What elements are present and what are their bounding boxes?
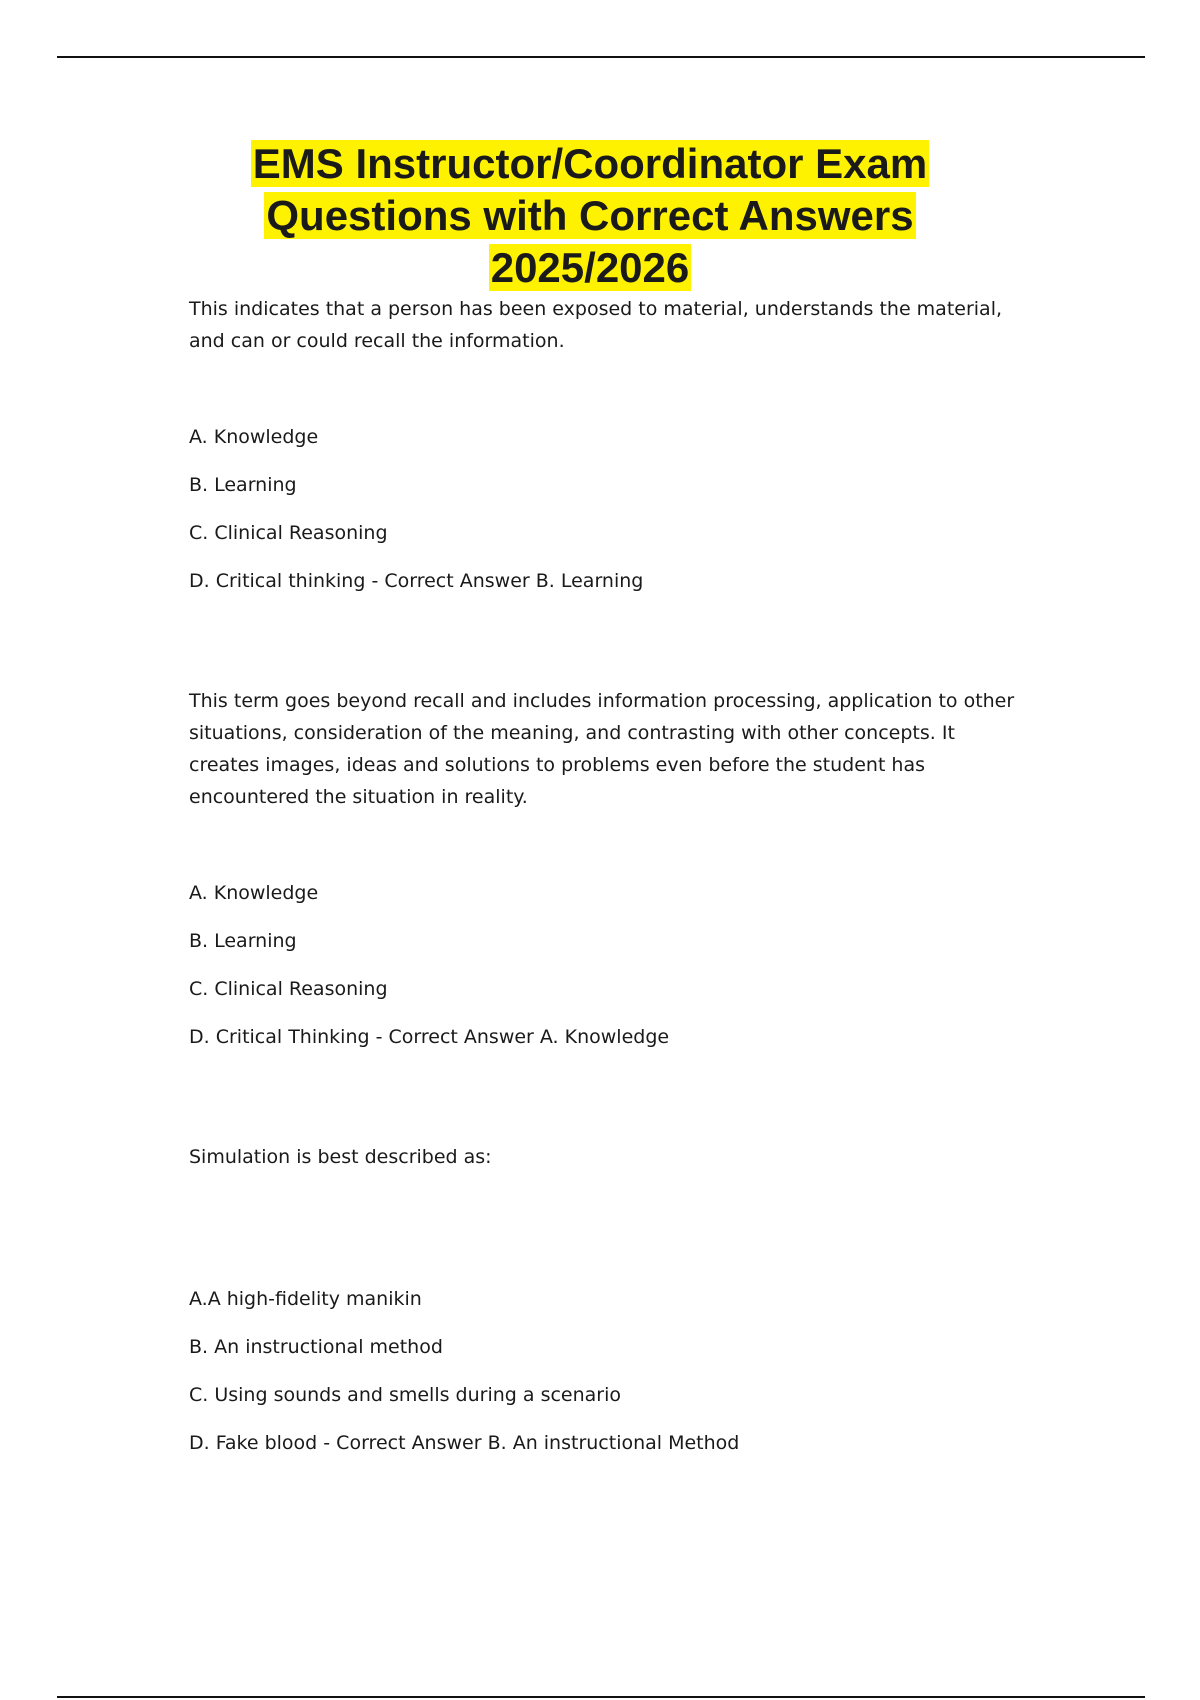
question-2 bbox=[189, 685, 1029, 1069]
option-b: B. An instructional method bbox=[189, 1336, 443, 1358]
question-list bbox=[189, 293, 1029, 1475]
question-text: This term goes beyond recall and includes information processing, application to other situations, consideration of the meaning, and contrasting with other concepts. It creates images, ideas and solutions to problems even before the student has encountered the situation in reality. bbox=[189, 690, 1015, 808]
question-text: This indicates that a person has been exposed to material, understands the material, and can or could recall the information. bbox=[189, 298, 1003, 352]
option-c: C. Clinical Reasoning bbox=[189, 522, 388, 544]
option-a: A. Knowledge bbox=[189, 882, 319, 904]
option-c: C. Clinical Reasoning bbox=[189, 978, 388, 1000]
question-1 bbox=[189, 293, 1029, 613]
option-c: C. Using sounds and smells during a scenario bbox=[189, 1384, 622, 1406]
option-d-with-answer: D. Fake blood - Correct Answer B. An instructional Method bbox=[189, 1432, 740, 1454]
answer-options bbox=[189, 421, 1029, 613]
option-b: B. Learning bbox=[189, 474, 297, 496]
option-a: A. Knowledge bbox=[189, 426, 319, 448]
top-rule bbox=[57, 56, 1145, 58]
answer-options bbox=[189, 1283, 1029, 1475]
title-highlight: EMS Instructor/Coordinator Exam Questions with Correct Answers 2025/2026 bbox=[252, 140, 928, 291]
option-d-with-answer: D. Critical Thinking - Correct Answer A. Knowledge bbox=[189, 1026, 670, 1048]
bottom-rule bbox=[57, 1696, 1145, 1698]
question-text: Simulation is best described as: bbox=[189, 1146, 492, 1168]
question-3 bbox=[189, 1141, 1029, 1475]
document-title bbox=[190, 138, 990, 294]
option-d-with-answer: D. Critical thinking - Correct Answer B. Learning bbox=[189, 570, 644, 592]
option-a: A.A high-fidelity manikin bbox=[189, 1288, 422, 1310]
option-b: B. Learning bbox=[189, 930, 297, 952]
answer-options bbox=[189, 877, 1029, 1069]
